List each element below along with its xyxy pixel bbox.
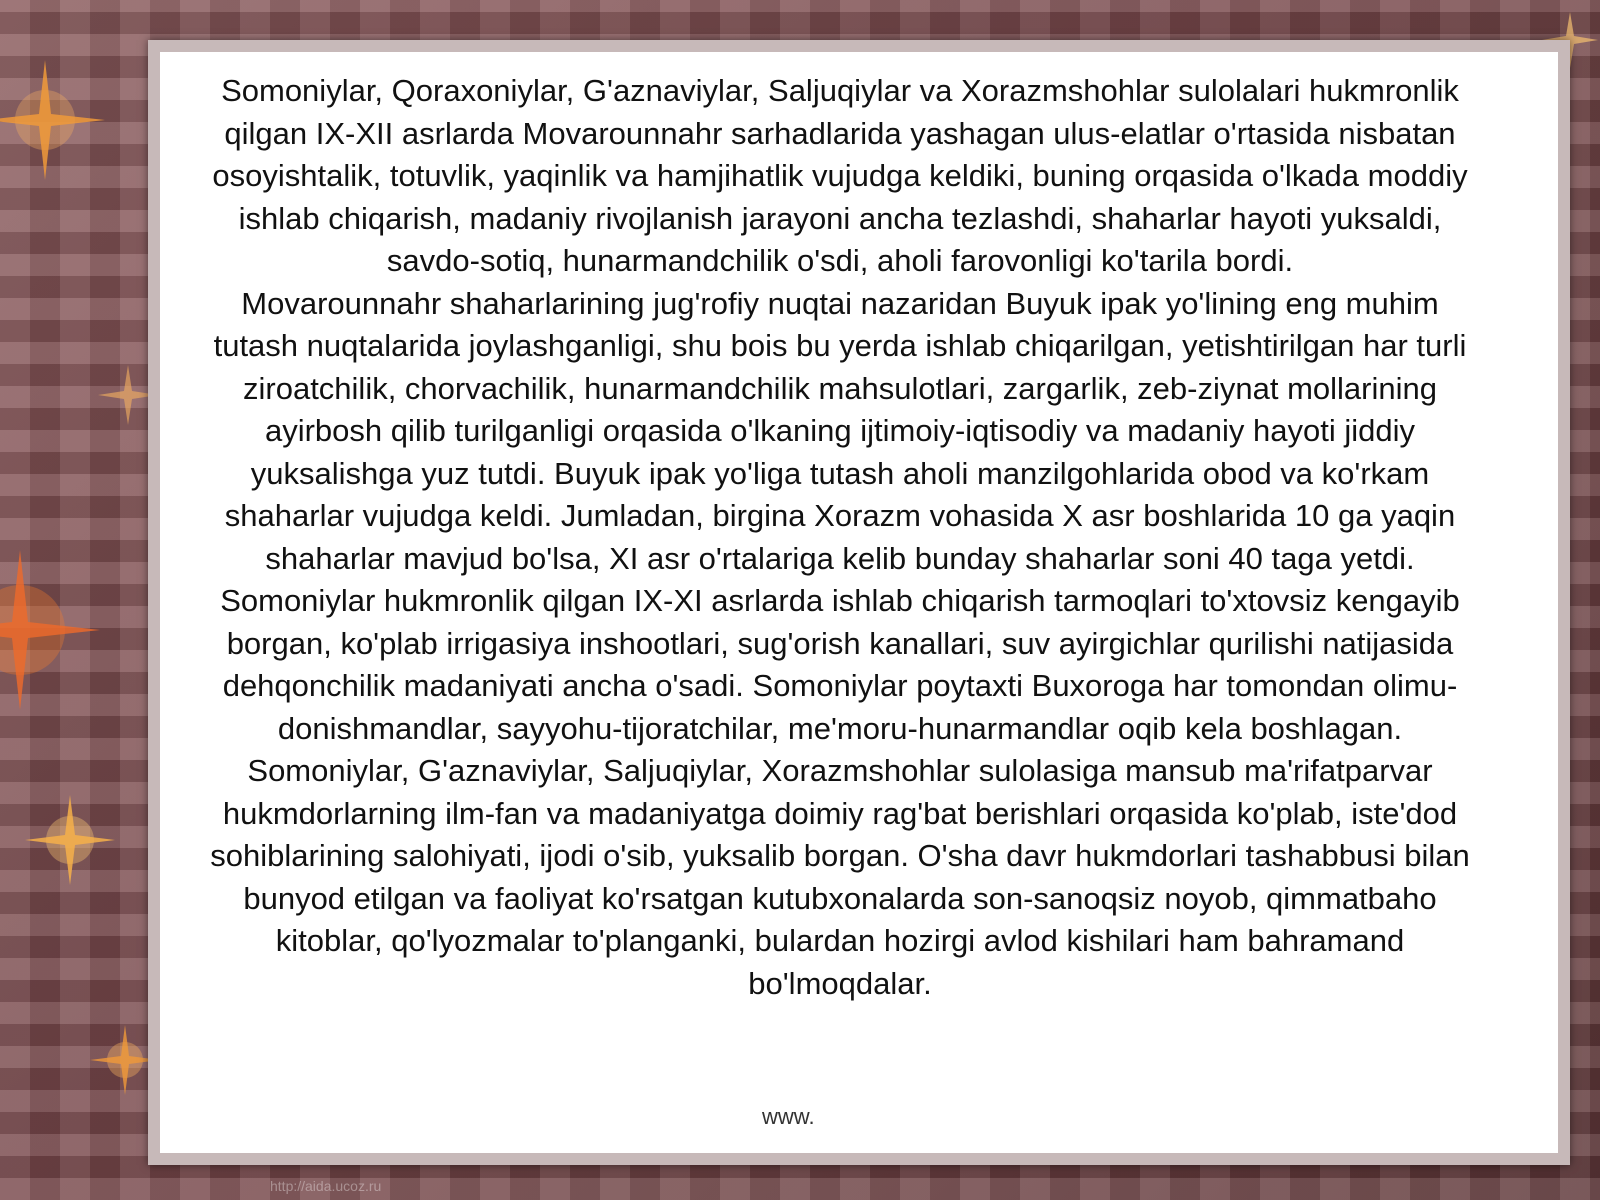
document-body [195, 70, 1485, 1005]
sparkle-icon [90, 1025, 150, 1095]
footer-url-watermark: http://aida.ucoz.ru [270, 1178, 382, 1194]
paragraph: Somoniylar, Qoraxoniylar, G'aznaviylar, Saljuqiylar va Xorazmshohlar sulolalari hukmronlik qilgan IX-XII asrlarda Movarounnahr sarhadlarida yashagan ulus-elatlar o'rtasida nisbatan osoyishtalik, totuvlik, yaqinlik va hamjihatlik vujudga keldiki, buning orqasida o'lkada moddiy ishlab chiqarish, madaniy rivojlanish jarayoni ancha tezlashdi, shaharlar hayoti yuksaldi, savdo-sotiq, hunarmandchilik o'sdi, aholi farovonligi ko'tarila bordi. [212, 73, 1468, 278]
sparkle-decoration [0, 0, 150, 1200]
sparkle-icon [0, 60, 105, 180]
sparkle-icon [98, 365, 150, 425]
footer-www-text: www. [762, 1104, 815, 1129]
paragraph: Somoniylar, G'aznaviylar, Saljuqiylar, Xorazmshohlar sulolasiga mansub ma'rifatparvar hukmdorlarning ilm-fan va madaniyatga doimiy rag'bat berishlari orqasida ko'plab, iste'dod sohiblarining salohiyati, ijodi o'sib, yuksalib borgan. O'sha davr hukmdorlari tashabbusi bilan bunyod etilgan va faoliyat ko'rsatgan kutubxonalarda son-sanoqsiz noyob, qimmatbaho kitoblar, qo'lyozmalar to'planganki, bulardan hozirgi avlod kishilari ham bahramand bo'lmoqdalar. [210, 753, 1470, 1001]
paragraph: Somoniylar hukmronlik qilgan IX-XI asrlarda ishlab chiqarish tarmoqlari to'xtovsiz kengayib borgan, ko'plab irrigasiya inshootlari, sug'orish kanallari, suv ayirgichlar qurilishi natijasida dehqonchilik madaniyati ancha o'sadi. Somoniylar poytaxti Buxoroga har tomondan olimu-donishmandlar, sayyohu-tijoratchilar, me'moru-hunarmandlar oqib kela boshlagan. [220, 583, 1460, 746]
paragraph: Movarounnahr shaharlarining jug'rofiy nuqtai nazaridan Buyuk ipak yo'lining eng muhim tutash nuqtalarida joylashganligi, shu bois bu yerda ishlab chiqarilgan, yetishtirilgan har turli ziroatchilik, chorvachilik, hunarmandchilik mahsulotlari, zargarlik, zeb-ziynat mollarining ayirbosh qilib turilganligi orqasida o'lkaning ijtimoiy-iqtisodiy va madaniy hayoti jiddiy yuksalishga yuz tutdi. Buyuk ipak yo'liga tutash aholi manzilgohlarida obod va ko'rkam shaharlar vujudga keldi. Jumladan, birgina Xorazm vohasida X asr boshlarida 10 ga yaqin shaharlar mavjud bo'lsa, XI asr o'rtalariga kelib bunday shaharlar soni 40 taga yetdi. [213, 285, 1467, 576]
sparkle-icon [0, 550, 100, 710]
sparkle-icon [25, 795, 115, 885]
